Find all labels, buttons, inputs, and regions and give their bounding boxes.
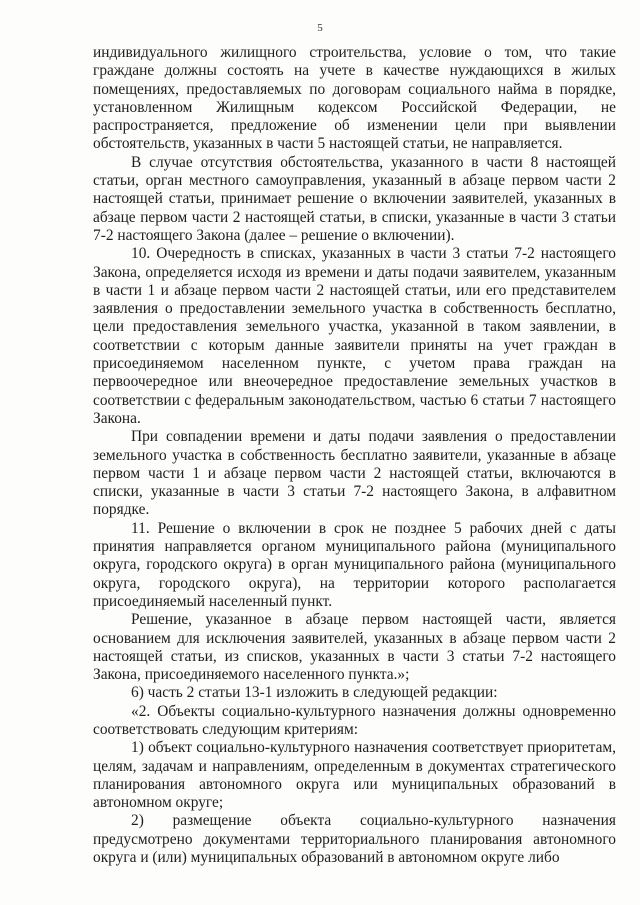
- paragraph: 1) объект социально-культурного назначения соответствует приоритетам, целям, задачам и направлениям, определенным в документах стратегического планирования автономного округа или муниципальных образований в автономном округе;: [93, 739, 616, 812]
- paragraph: Решение, указанное в абзаце первом настоящей части, является основанием для исключения заявителей, указанных в абзаце первом части 2 настоящей статьи, из списков, указанных в части 3 статьи 7-2 настоящего Закона, присоединяемого населенного пункта.»;: [93, 611, 616, 684]
- document-body: [93, 44, 616, 867]
- paragraph: В случае отсутствия обстоятельства, указанного в части 8 настоящей статьи, орган местного самоуправления, указанный в абзаце первом части 2 настоящей статьи, принимает решение о включении заявителей, указанных в абзаце первом части 2 настоящей статьи, в списки, указанные в части 3 статьи 7-2 настоящего Закона (далее – решение о включении).: [93, 153, 616, 244]
- paragraph: 2) размещение объекта социально-культурного назначения предусмотрено документами территориального планирования автономного округа и (или) муниципальных образований в автономном округе либо: [93, 812, 616, 867]
- paragraph: «2. Объекты социально-культурного назначения должны одновременно соответствовать следующим критериям:: [93, 702, 616, 738]
- paragraph: При совпадении времени и даты подачи заявления о предоставлении земельного участка в собственность бесплатно заявители, указанные в абзаце первом части 1 и абзаце первом части 2 настоящей статьи, включаются в списки, указанные в части 3 статьи 7-2 настоящего Закона, в алфавитном порядке.: [93, 428, 616, 519]
- paragraph: 11. Решение о включении в срок не позднее 5 рабочих дней с даты принятия направляется органом муниципального района (муниципального округа, городского округа) в орган муниципального района (муниципального округа, городского округа), на территории которого располагается присоединяемый населенный пункт.: [93, 519, 616, 610]
- paragraph: 6) часть 2 статьи 13-1 изложить в следующей редакции:: [131, 684, 498, 702]
- paragraph: индивидуального жилищного строительства, условие о том, что такие граждане должны состоять на учете в качестве нуждающихся в жилых помещениях, предоставляемых по договорам социального найма в порядке, установленном Жилищным кодексом Российской Федерации, не распространяется, предложение об изменении цели при выявлении обстоятельств, указанных в части 5 настоящей статьи, не направляется.: [93, 44, 616, 153]
- page-number: 5: [317, 22, 323, 34]
- paragraph: 10. Очередность в списках, указанных в части 3 статьи 7-2 настоящего Закона, определяется исходя из времени и даты подачи заявителем, указанным в части 1 и абзаце первом части 2 настоящей статьи, или его представителем заявления о предоставлении земельного участка в собственность бесплатно, цели предоставления земельного участка, указанной в таком заявлении, в соответствии с которым данные заявители приняты на учет граждан в присоединяемом населенном пункте, с учетом права граждан на первоочередное или внеочередное предоставление земельных участков в соответствии с федеральным законодательством, частью 6 статьи 7 настоящего Закона.: [93, 245, 616, 427]
